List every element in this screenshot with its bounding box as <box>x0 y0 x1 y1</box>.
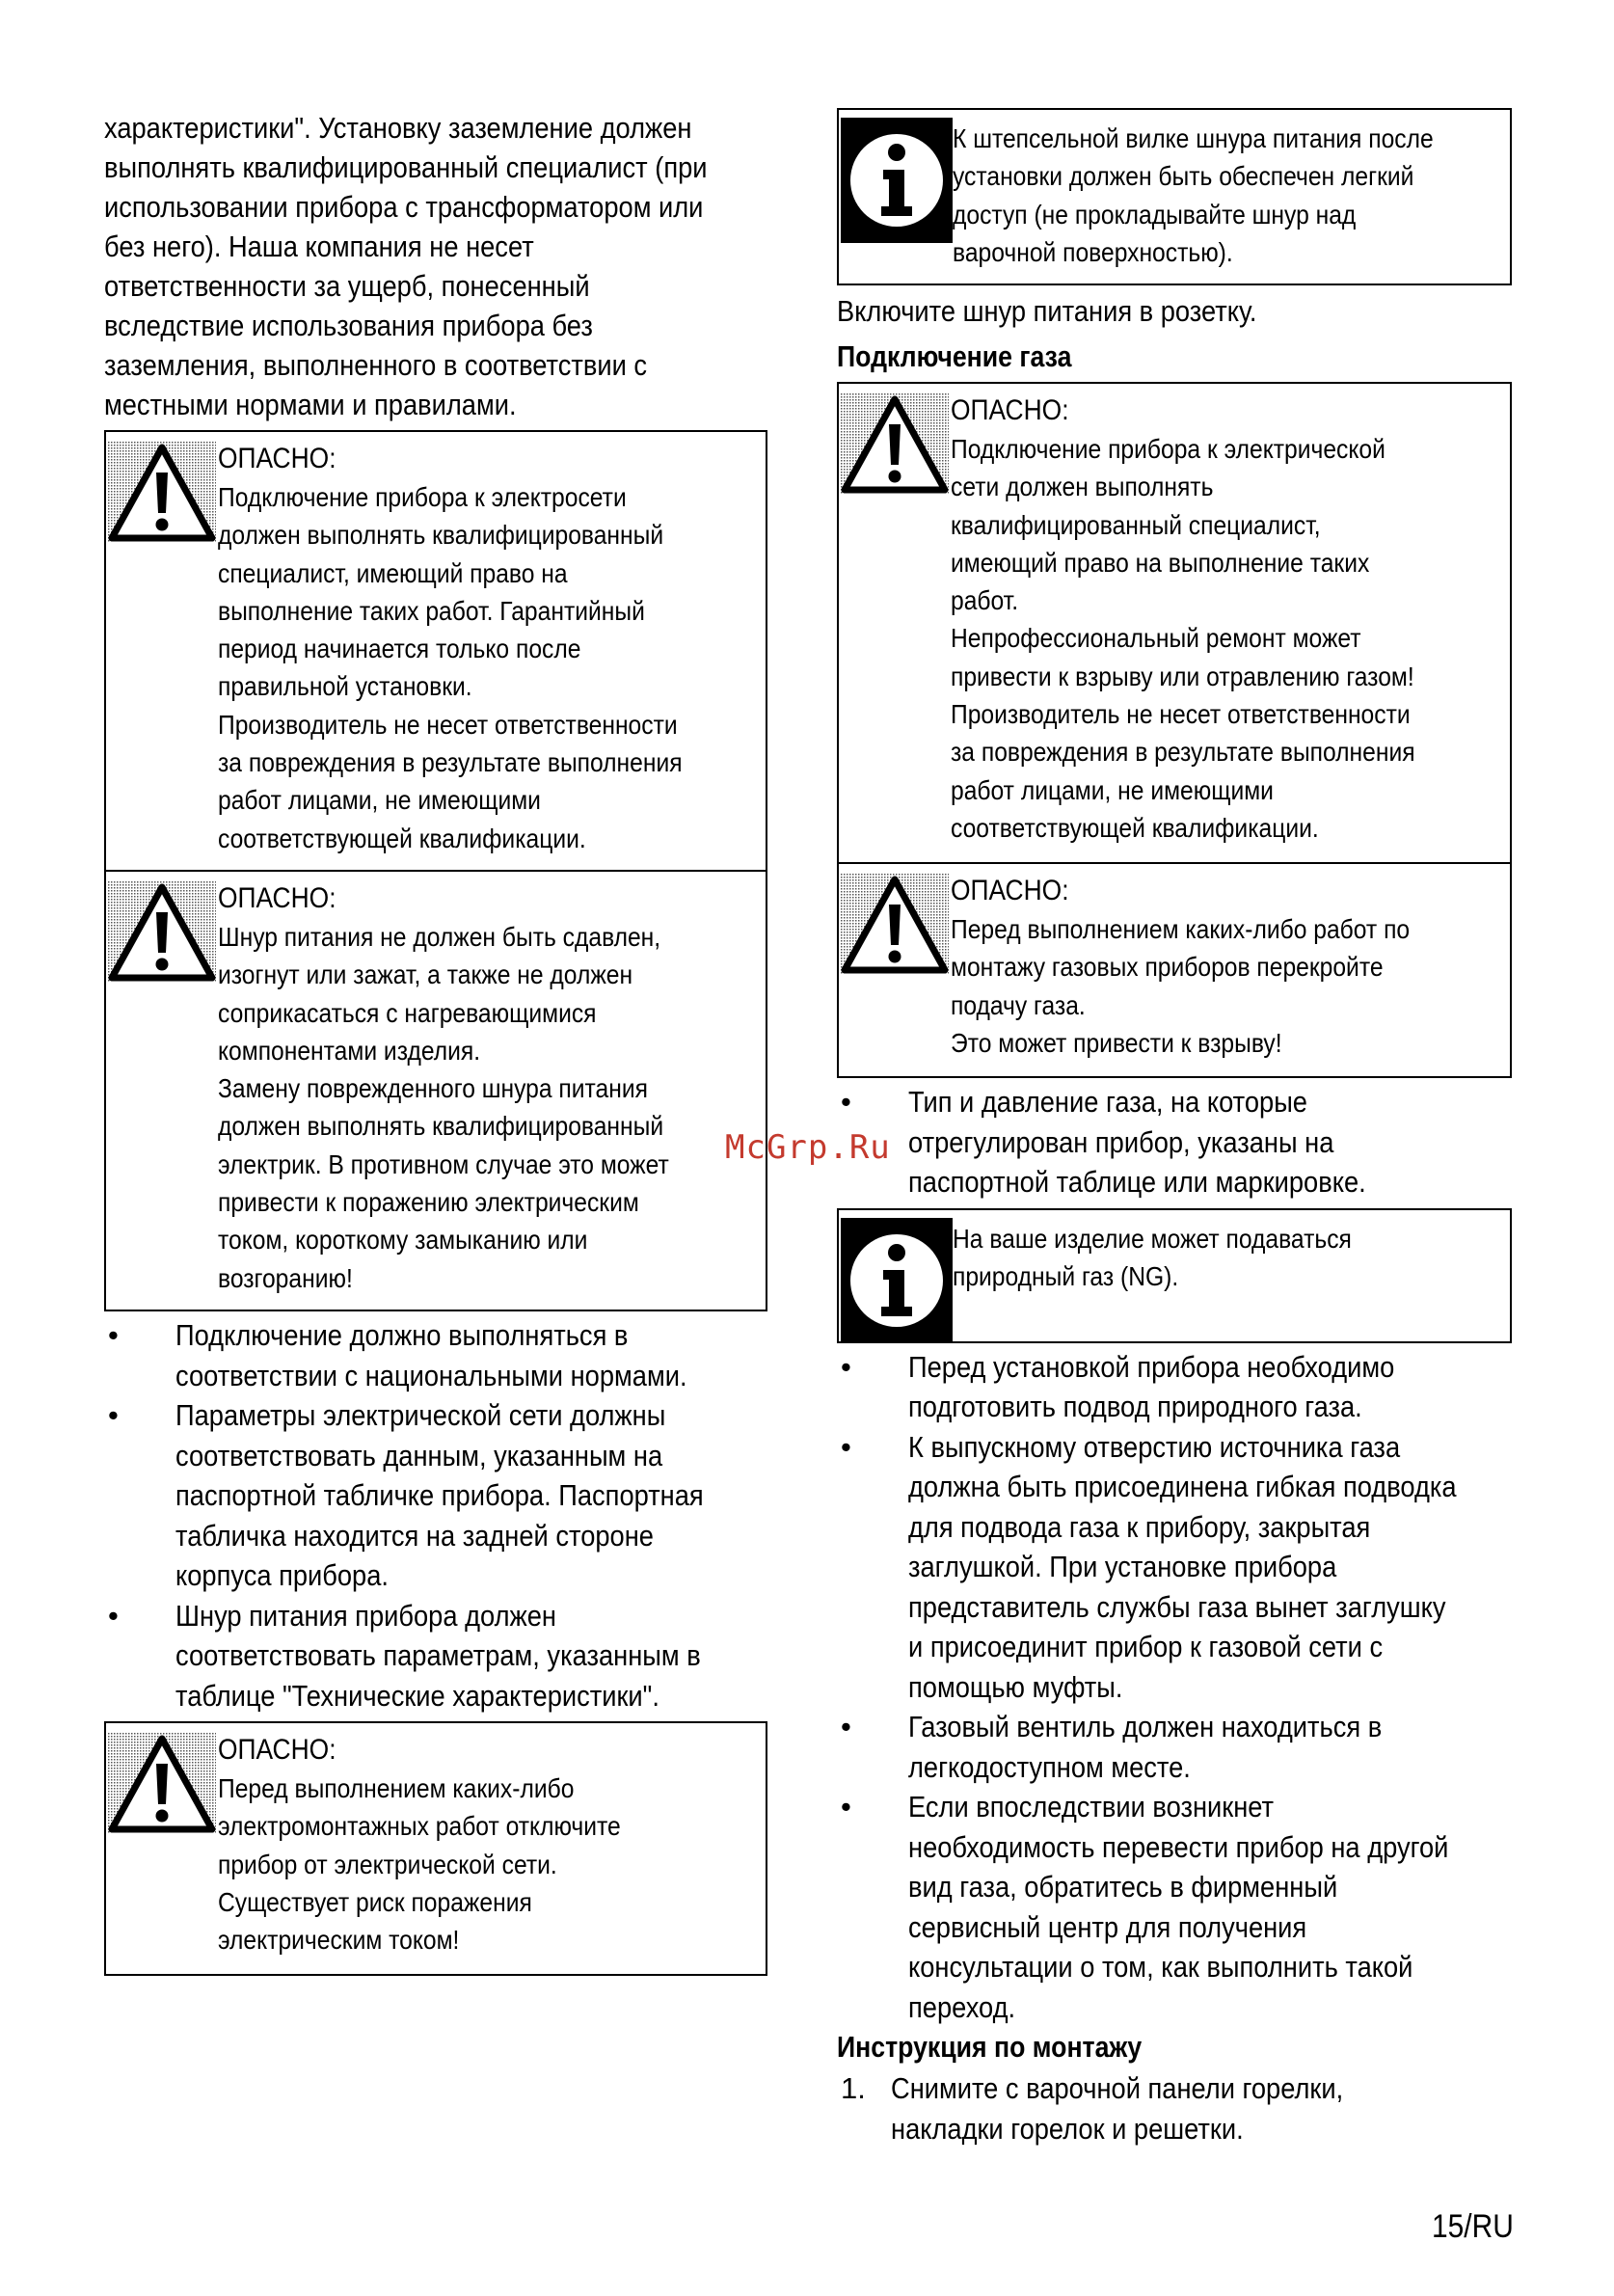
bullet-item <box>104 1315 767 1395</box>
text-line: привести к поражению электрическим <box>218 1187 639 1218</box>
bullet-item <box>837 1787 1512 2027</box>
warning-title: ОПАСНО: <box>218 443 336 474</box>
bullet-line: отрегулирован прибор, указаны на <box>908 1124 1334 1159</box>
text-line: соответствующей квалификации. <box>218 823 586 853</box>
text-line: доступ (не прокладывайте шнур над <box>953 199 1357 230</box>
bullet-line: таблице "Технические характеристики". <box>175 1678 659 1713</box>
plug-in-instruction: Включите шнур питания в розетку. <box>837 294 1257 328</box>
mounting-steps-list <box>837 2068 1512 2148</box>
warning-triangle-icon <box>841 874 949 974</box>
intro-paragraph <box>104 108 767 424</box>
bullet-marker: • <box>108 1398 119 1432</box>
text-line: соприкасаться с нагревающимися <box>218 997 597 1028</box>
bullet-line: Если впоследствии возникнет <box>908 1790 1275 1823</box>
bullet-line: необходимость перевести прибор на другой <box>908 1829 1449 1864</box>
text-line: К штепсельной вилке шнура питания после <box>953 123 1434 153</box>
bullet-line: вид газа, обратитесь в фирменный <box>908 1870 1338 1904</box>
left-column <box>104 108 767 1976</box>
right-bullet-list-installation <box>837 1347 1512 2028</box>
text-line: Существует риск поражения <box>218 1886 532 1917</box>
bullet-line: Подключение должно выполняться в <box>175 1318 629 1352</box>
text-line: должен выполнять квалифицированный <box>218 1111 664 1142</box>
bullet-line: сервисный центр для получения <box>908 1909 1307 1944</box>
watermark: McGrp.Ru <box>725 1128 891 1167</box>
bullet-line: должна быть присоединена гибкая подводка <box>908 1470 1457 1503</box>
text-line: привести к взрыву или отравлению газом! <box>951 661 1414 691</box>
text-line: Производитель не несет ответственности <box>951 699 1411 730</box>
warning-triangle-icon <box>108 881 216 982</box>
text-line: период начинается только после <box>218 634 581 664</box>
text-line: Производитель не несет ответственности <box>218 709 678 740</box>
text-line: возгоранию! <box>218 1262 353 1293</box>
text-line: электромонтажных работ отключите <box>218 1811 621 1842</box>
info-icon <box>841 1218 953 1343</box>
text-line: варочной поверхностью). <box>953 236 1233 267</box>
intro-line: использовании прибора с трансформатором или <box>104 190 704 224</box>
text-line: квалифицированный специалист, <box>951 509 1321 540</box>
text-line: Перед выполнением каких-либо работ по <box>951 914 1411 944</box>
bullet-line: табличка находится на задней стороне <box>175 1518 654 1553</box>
text-line: компонентами изделия. <box>218 1035 481 1066</box>
text-line: подачу газа. <box>951 989 1086 1020</box>
info-box-plug-access <box>837 108 1512 285</box>
warning-triangle-icon <box>108 1733 216 1833</box>
bullet-line: Тип и давление газа, на которые <box>908 1085 1307 1119</box>
text-line: Непрофессиональный ремонт может <box>951 623 1361 654</box>
text-line: Это может привести к взрыву! <box>951 1027 1282 1058</box>
bullet-marker: • <box>841 1429 851 1464</box>
bullet-marker: • <box>841 1710 851 1743</box>
text-line: монтажу газовых приборов перекройте <box>951 952 1384 983</box>
text-line: Подключение прибора к электросети <box>218 482 627 512</box>
warning-title: ОПАСНО: <box>951 394 1069 426</box>
text-line: выполнение таких работ. Гарантийный <box>218 595 645 626</box>
text-line: имеющий право на выполнение таких <box>951 547 1370 578</box>
text-line: изогнут или зажат, а также не должен <box>218 959 633 990</box>
bullet-item <box>837 1347 1512 1427</box>
step-line: Снимите с варочной панели горелки, <box>891 2071 1344 2105</box>
bullet-item <box>104 1596 767 1716</box>
text-line: работ. <box>951 585 1019 616</box>
bullet-line: соответствовать данным, указанным на <box>175 1438 663 1472</box>
warning-triangle-icon <box>841 393 949 494</box>
section-heading-mounting: Инструкция по монтажу <box>837 2030 1143 2064</box>
page-number: 15/RU <box>1432 2208 1514 2245</box>
warning-box-electrical-connection <box>104 430 767 872</box>
warning-box-gas-connection <box>837 382 1512 864</box>
info-icon <box>841 118 953 243</box>
step-line: накладки горелок и решетки. <box>891 2111 1244 2146</box>
bullet-item <box>837 1427 1512 1708</box>
warning-box-gas-shutoff <box>837 864 1512 1078</box>
intro-line: ответственности за ущерб, понесенный <box>104 269 590 303</box>
bullet-line: Шнур питания прибора должен <box>175 1598 556 1633</box>
text-line: специалист, имеющий право на <box>218 557 568 588</box>
warning-title: ОПАСНО: <box>218 1734 336 1766</box>
bullet-line: паспортной табличке прибора. Паспортная <box>175 1478 704 1512</box>
text-line: работ лицами, не имеющими <box>218 785 541 816</box>
info-box-natural-gas <box>837 1208 1512 1343</box>
bullet-line: консультации о том, как выполнить такой <box>908 1950 1413 1984</box>
bullet-marker: • <box>841 1349 851 1384</box>
warning-title: ОПАСНО: <box>951 875 1069 906</box>
bullet-marker: • <box>841 1085 851 1119</box>
bullet-item <box>837 1707 1512 1787</box>
warning-box-power-cord <box>104 872 767 1311</box>
section-heading-gas: Подключение газа <box>837 339 1072 373</box>
bullet-line: К выпускному отверстию источника газа <box>908 1429 1401 1464</box>
bullet-line: корпуса прибора. <box>175 1558 389 1592</box>
text-line: Шнур питания не должен быть сдавлен, <box>218 922 661 952</box>
bullet-item <box>104 1395 767 1596</box>
text-line: током, короткому замыканию или <box>218 1225 588 1256</box>
bullet-marker: • <box>108 1318 119 1352</box>
intro-line: вследствие использования прибора без <box>104 309 593 342</box>
step-number: 1. <box>841 2071 866 2105</box>
bullet-line: Перед установкой прибора необходимо <box>908 1349 1395 1384</box>
bullet-line: представитель службы газа вынет заглушку <box>908 1589 1446 1624</box>
text-line: соответствующей квалификации. <box>951 812 1319 843</box>
intro-line: заземления, выполненного в соответствии с <box>104 348 648 382</box>
bullet-line: и присоединит прибор к газовой сети с <box>908 1630 1384 1663</box>
warning-box-disconnect-power <box>104 1721 767 1976</box>
text-line: прибор от электрической сети. <box>218 1849 557 1879</box>
text-line: за повреждения в результате выполнения <box>218 747 683 778</box>
step-item <box>837 2068 1512 2148</box>
text-line: установки должен быть обеспечен легкий <box>953 161 1414 192</box>
left-bullet-list <box>104 1315 767 1715</box>
bullet-line: Параметры электрической сети должны <box>175 1398 666 1432</box>
bullet-line: соответствовать параметрам, указанным в <box>175 1638 701 1672</box>
bullet-item <box>837 1082 1512 1202</box>
text-line: за повреждения в результате выполнения <box>951 737 1415 768</box>
warning-triangle-icon <box>108 442 216 542</box>
text-line: Перед выполнением каких-либо <box>218 1773 575 1803</box>
bullet-line: паспортной таблице или маркировке. <box>908 1165 1366 1199</box>
text-line: правильной установки. <box>218 671 472 702</box>
intro-line: характеристики". Установку заземление должен <box>104 111 692 145</box>
bullet-line: переход. <box>908 1989 1016 2024</box>
text-line: электрик. В противном случае это может <box>218 1148 669 1179</box>
text-line: На ваше изделие может подаваться <box>953 1223 1352 1254</box>
intro-line: местными нормами и правилами. <box>104 388 517 421</box>
bullet-marker: • <box>108 1598 119 1633</box>
text-line: сети должен выполнять <box>951 472 1214 502</box>
text-line: Подключение прибора к электрической <box>951 434 1385 464</box>
bullet-line: Газовый вентиль должен находиться в <box>908 1710 1383 1743</box>
right-column <box>837 108 1512 2148</box>
text-line: должен выполнять квалифицированный <box>218 520 664 551</box>
text-line: природный газ (NG). <box>953 1260 1179 1291</box>
bullet-line: заглушкой. При установке прибора <box>908 1550 1337 1583</box>
bullet-line: помощью муфты. <box>908 1669 1123 1704</box>
text-line: электрическим током! <box>218 1925 460 1956</box>
intro-line: выполнять квалифицированный специалист (при <box>104 150 708 184</box>
intro-line: без него). Наша компания не несет <box>104 230 534 263</box>
bullet-line: соответствии с национальными нормами. <box>175 1358 687 1392</box>
right-bullet-list-gas-type <box>837 1082 1512 1202</box>
bullet-line: для подвода газа к прибору, закрытая <box>908 1509 1371 1544</box>
bullet-marker: • <box>841 1790 851 1823</box>
text-line: Замену поврежденного шнура питания <box>218 1073 648 1104</box>
bullet-line: подготовить подвод природного газа. <box>908 1390 1362 1423</box>
text-line: работ лицами, не имеющими <box>951 774 1274 805</box>
warning-title: ОПАСНО: <box>218 882 336 914</box>
bullet-line: легкодоступном месте. <box>908 1749 1191 1784</box>
